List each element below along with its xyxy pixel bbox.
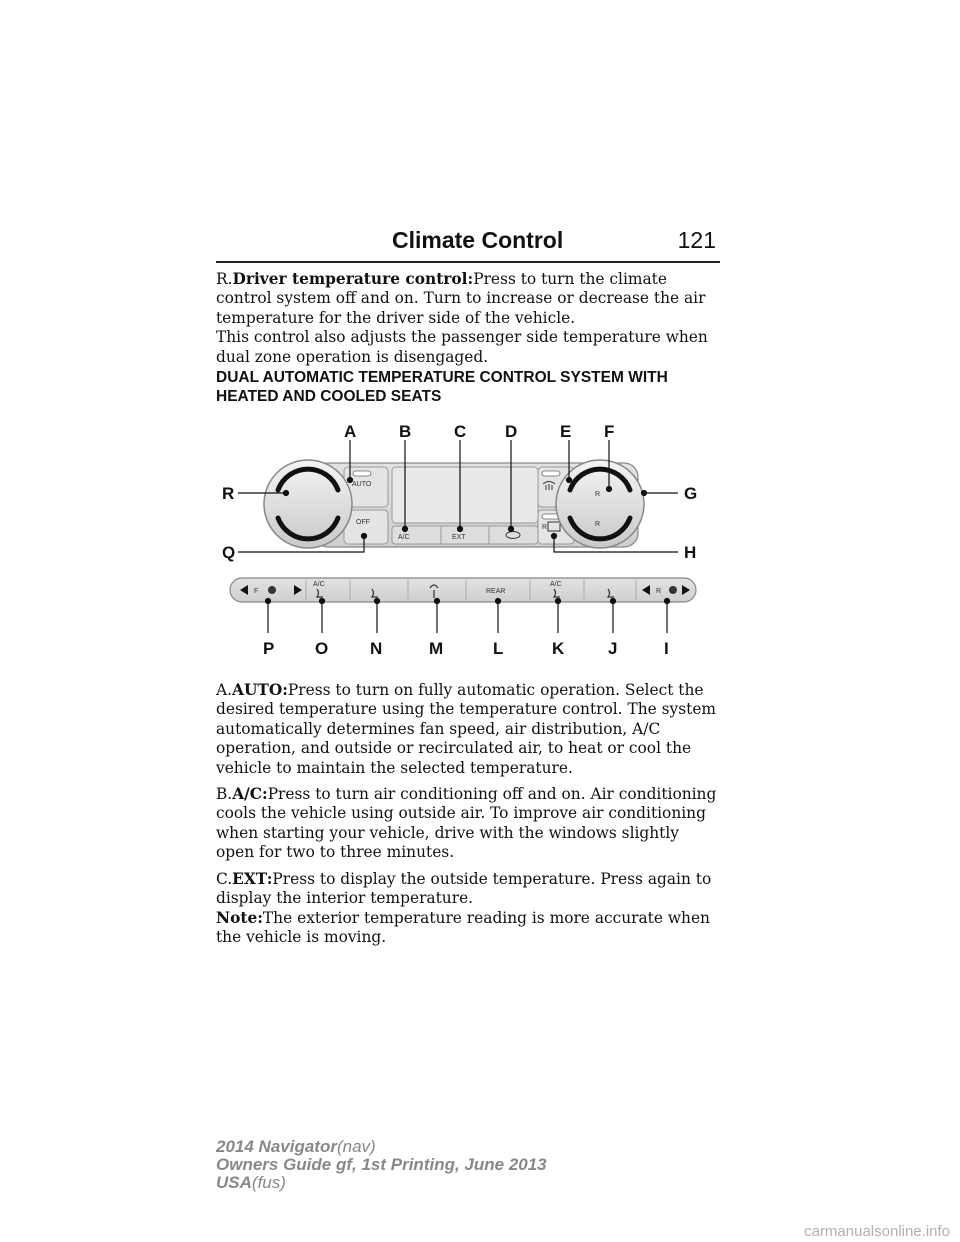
note-text: The exterior temperature reading is more accurate when the vehicle is moving. [216, 908, 710, 947]
item-text: Press to display the outside temperature. Press again to display the interior temperature. [216, 870, 712, 908]
front-fan-icon [268, 586, 276, 594]
item-b [216, 785, 720, 863]
knob-r-label-bottom: R [595, 521, 601, 528]
callout-q: Q [222, 543, 236, 562]
callout-d: D [505, 422, 518, 441]
callout-j: J [608, 639, 618, 658]
lower-control-bar [230, 578, 696, 602]
item-a [216, 681, 720, 778]
callout-o: O [315, 639, 329, 658]
item-text: Press to turn on fully automatic operation. Select the desired temperature using the temperature control. The system automatically determines fan speed, air distribution, A/C operation, and outside or recirculated air, to heat or cool the vehicle to maintain the selected temperature. [216, 681, 717, 777]
footer-model-code: (nav) [336, 1137, 376, 1156]
item-term: EXT: [232, 870, 273, 888]
callout-n: N [370, 639, 383, 658]
ext-button-label: EXT [452, 534, 466, 541]
climate-panel-illustration [216, 418, 720, 664]
footer-market: USA [216, 1173, 252, 1192]
callout-p: P [263, 639, 275, 658]
item-c [216, 870, 720, 948]
callout-i: I [664, 639, 669, 658]
item-text: Press to turn air conditioning off and on. Air conditioning cools the vehicle using outside air. To improve air conditioning when starting your vehicle, drive with the windows slightly open for two to three minutes. [216, 785, 717, 862]
header-rule [216, 261, 720, 263]
footer-model: 2014 Navigator [216, 1137, 337, 1156]
knob-r-label-top: R [595, 491, 601, 498]
off-button-label: OFF [356, 519, 370, 526]
watermark: carmanualsonline.info [804, 1223, 950, 1240]
section-heading: DUAL AUTOMATIC TEMPERATURE CONTROL SYSTEM WITH HEATED AND COOLED SEATS [216, 369, 668, 405]
auto-button-label: AUTO [352, 481, 372, 488]
upper-control-panel [264, 460, 644, 548]
seat-ac-right-label: A/C [550, 581, 562, 588]
item-letter: R. [216, 270, 233, 288]
callout-h: H [684, 543, 697, 562]
page-header [216, 227, 720, 261]
callout-a: A [344, 422, 357, 441]
item-term: Driver temperature control: [232, 270, 474, 288]
callout-g: G [684, 484, 698, 503]
seat-ac-left-label: A/C [313, 581, 325, 588]
front-fan-label: F [254, 588, 259, 595]
item-note: This control also adjusts the passenger side temperature when dual zone operation is disengaged. [216, 328, 708, 366]
note-term: Note: [216, 908, 263, 927]
item-letter: A. [216, 681, 233, 699]
callout-k: K [552, 639, 565, 658]
rear-button-label: REAR [486, 588, 506, 595]
section-title: Climate Control [392, 227, 564, 253]
rear-fan-label: R [656, 588, 662, 595]
climate-control-figure [216, 418, 720, 664]
footer-market-code: (fus) [251, 1173, 286, 1192]
driver-temperature-knob [264, 460, 352, 548]
item-term: AUTO: [232, 681, 288, 699]
paragraph-r [216, 270, 720, 367]
footer-edition: Owners Guide gf, 1st Printing, June 2013 [216, 1155, 547, 1174]
callout-e: E [560, 422, 572, 441]
callout-f: F [604, 422, 615, 441]
callout-c: C [454, 422, 467, 441]
page-footer [216, 1138, 547, 1192]
page-number: 121 [677, 227, 716, 253]
callout-r: R [222, 484, 235, 503]
callout-m: M [429, 639, 444, 658]
rear-defrost-r-label: R [542, 524, 548, 531]
callout-l: L [493, 639, 504, 658]
item-text: Press to turn the climate control system off and on. Turn to increase or decrease the air temperature for the driver side of the vehicle. [216, 270, 706, 327]
callout-b: B [399, 422, 412, 441]
item-letter: C. [216, 870, 233, 888]
item-letter: B. [216, 785, 233, 803]
rear-fan-icon [669, 586, 677, 594]
ac-button-label: A/C [398, 534, 410, 541]
item-term: A/C: [232, 785, 268, 803]
